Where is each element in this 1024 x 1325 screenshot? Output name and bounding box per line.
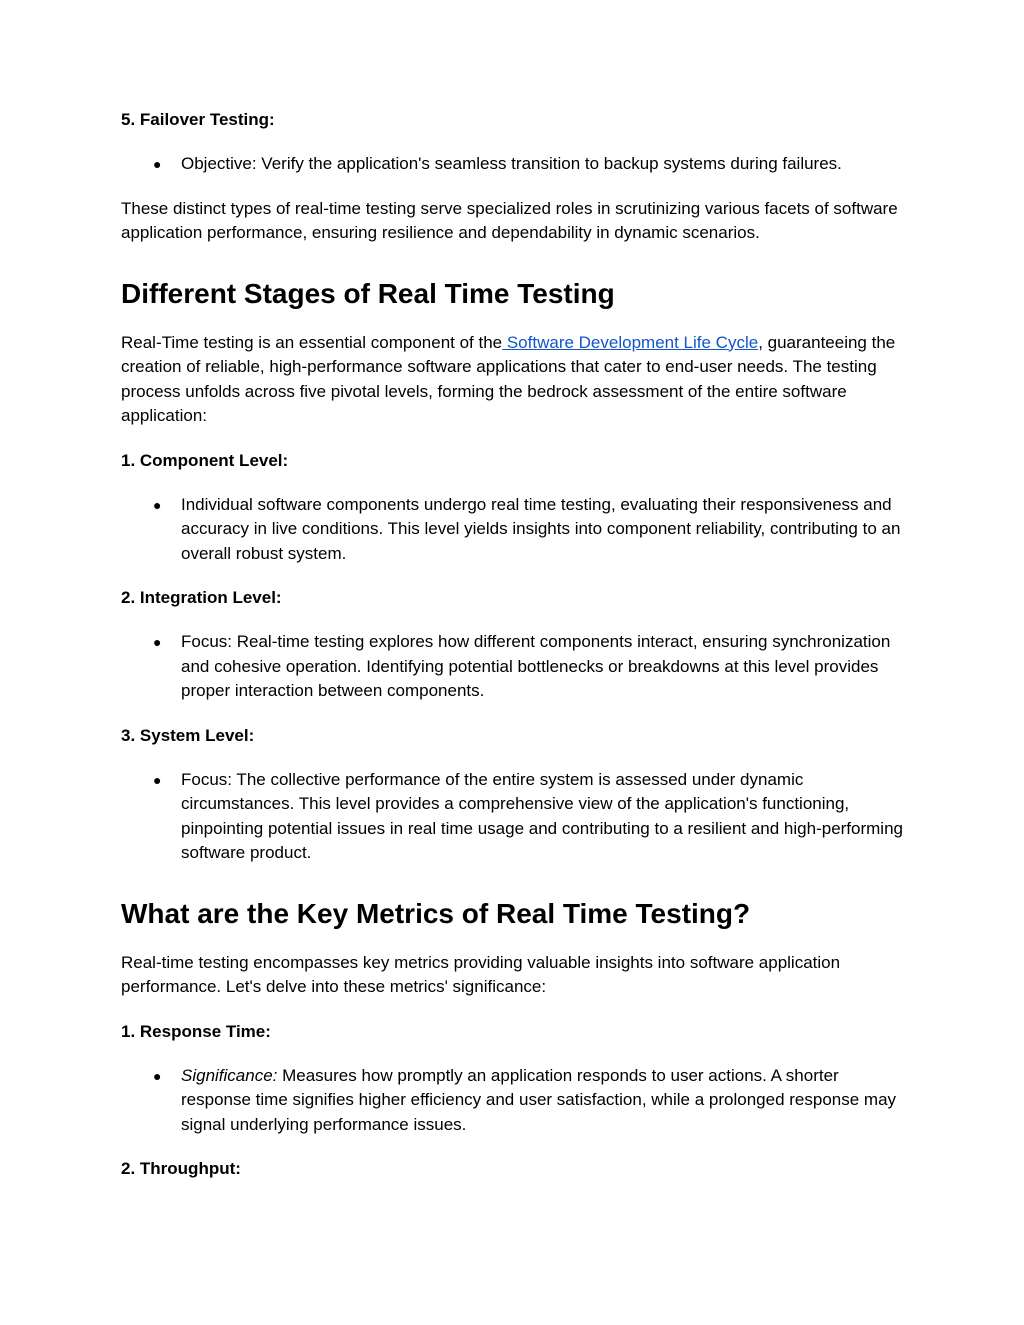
bullet-icon: ● (153, 1067, 162, 1084)
response-time-bullet-list (121, 1064, 911, 1138)
stages-intro-text-end: , guaranteeing the creation of reliable, high-performance software applications that cater to end-user needs. The testing process unfolds across five pivotal levels, forming the bedrock assessment of the entire software application: (121, 332, 896, 425)
list-item (153, 768, 911, 866)
stages-intro-text-start: Real-Time testing is an essential component of the (121, 332, 503, 352)
significance-label: Significance: (181, 1065, 278, 1085)
metrics-intro-paragraph: Real-time testing encompasses key metrics providing valuable insights into software application performance. Let's delve into these metrics' significance: (121, 952, 841, 996)
bullet-icon: ● (153, 771, 162, 788)
failover-testing-heading: 5. Failover Testing: (121, 110, 275, 129)
failover-objective-text: Objective: Verify the application's seamless transition to backup systems during failures. (181, 154, 842, 173)
component-level-text: Individual software components undergo real time testing, evaluating their responsiveness and accuracy in live conditions. This level yields insights into component reliability, contributing to an overall robust system. (181, 494, 901, 563)
stages-intro-paragraph (121, 331, 911, 429)
metrics-section-title: What are the Key Metrics of Real Time Testing? (121, 897, 751, 929)
response-time-heading: 1. Response Time: (121, 1021, 271, 1041)
response-time-text: Measures how promptly an application responds to user actions. A shorter response time signifies higher efficiency and user satisfaction, while a prolonged response may signal underlying performance issues. (181, 1065, 897, 1134)
sdlc-link[interactable]: Software Development Life Cycle (502, 332, 759, 352)
system-level-heading: 3. System Level: (121, 725, 255, 745)
stages-section-title: Different Stages of Real Time Testing (121, 277, 615, 309)
document-page (121, 108, 911, 1181)
list-item (153, 152, 911, 177)
integration-bullet-list (121, 630, 911, 704)
component-level-heading: 1. Component Level: (121, 450, 289, 470)
integration-level-heading: 2. Integration Level: (121, 588, 282, 607)
bullet-icon: ● (153, 496, 162, 513)
list-item (153, 1064, 911, 1138)
component-bullet-list (121, 493, 911, 567)
failover-bullet-list (121, 152, 911, 177)
system-level-text: Focus: The collective performance of the entire system is assessed under dynamic circumstances. This level provides a comprehensive view of the application's functioning, pinpointing potential issues in real time usage and contributing to a resilient and high-performing software product. (181, 769, 903, 862)
integration-level-text: Focus: Real-time testing explores how different components interact, ensuring synchronization and cohesive operation. Identifying potential bottlenecks or breakdowns at this level provides proper interaction between components. (181, 632, 891, 700)
list-item (153, 630, 911, 704)
bullet-icon: ● (153, 156, 162, 172)
list-item (153, 493, 911, 567)
system-bullet-list (121, 768, 911, 866)
types-summary-paragraph: These distinct types of real-time testing serve specialized roles in scrutinizing various facets of software application performance, ensuring resilience and dependability in dynamic scenarios. (121, 198, 898, 242)
throughput-heading: 2. Throughput: (121, 1159, 241, 1178)
bullet-icon: ● (153, 634, 162, 650)
